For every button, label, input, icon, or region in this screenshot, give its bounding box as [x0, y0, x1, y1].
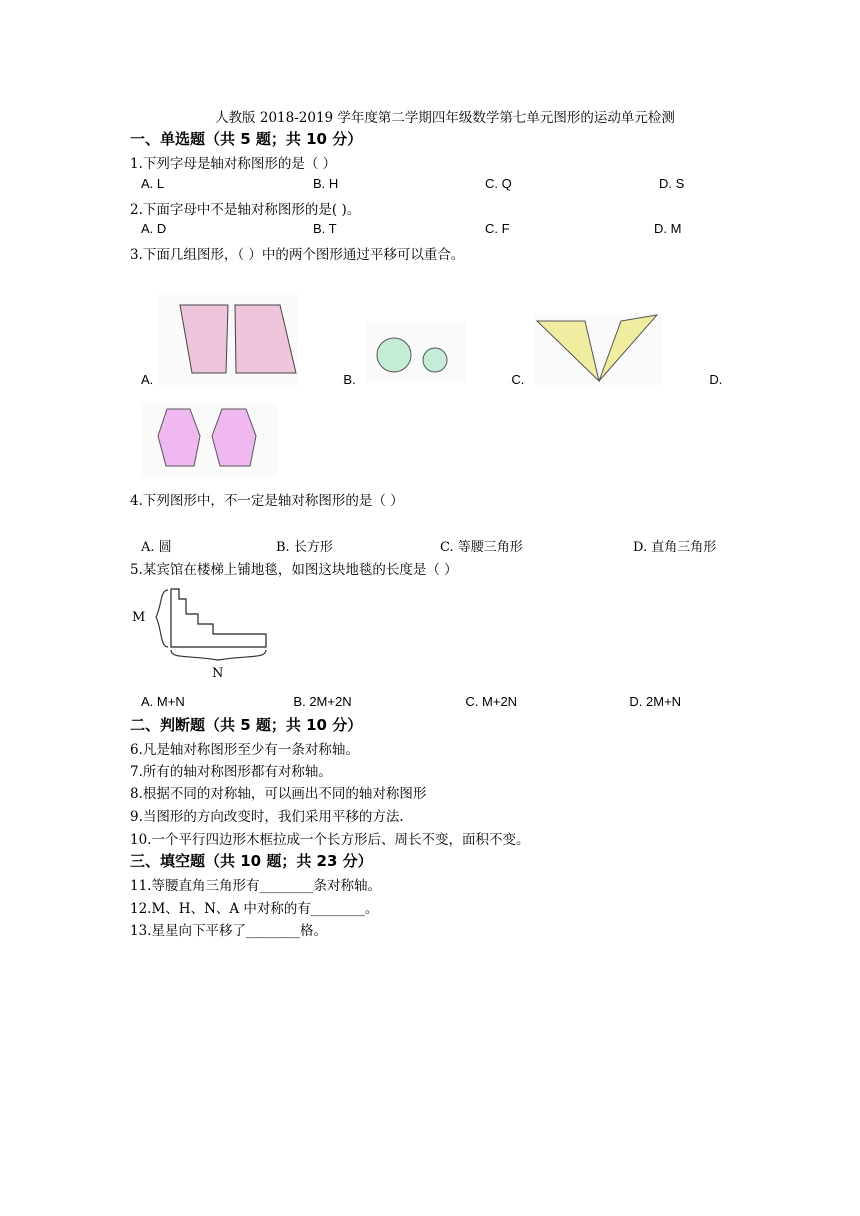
- q1-option-a[interactable]: A. L: [141, 176, 165, 191]
- label-n: N: [212, 666, 224, 681]
- q3-option-d[interactable]: ▫D.: [708, 372, 723, 387]
- question-4: 4.下列图形中，不一定是轴对称图形的是（ ）: [130, 493, 404, 509]
- q2-option-a[interactable]: A. D: [141, 221, 167, 236]
- q5-option-b[interactable]: ▫B. 2M+2N: [292, 694, 352, 709]
- q1-option-d[interactable]: D. S: [659, 176, 685, 191]
- question-2: 2.下面字母中不是轴对称图形的是( )。: [130, 202, 361, 218]
- q3-option-b[interactable]: ▫B.: [342, 372, 356, 387]
- question-10: 10.一个平行四边形木框拉成一个长方形后、周长不变，面积不变。: [130, 832, 530, 848]
- question-3: 3.下面几组图形，（ ）中的两个图形通过平移可以重合。: [130, 247, 465, 263]
- q2-option-c[interactable]: C. F: [485, 221, 510, 236]
- q3-figure-b-circles: [366, 323, 466, 383]
- section-true-false: 二、判断题（共 5 题；共 10 分）: [130, 716, 363, 734]
- q3-figure-a-trapezoids: [158, 293, 298, 385]
- question-9: 9.当图形的方向改变时，我们采用平移的方法.: [130, 809, 404, 825]
- q1-option-b[interactable]: B. H: [313, 176, 339, 191]
- question-1: 1.下列字母是轴对称图形的是（ ）: [130, 156, 337, 172]
- question-5: 5.某宾馆在楼梯上铺地毯，如图这块地毯的长度是（ ）: [130, 562, 458, 578]
- q3-figure-c-triangles: [535, 313, 663, 385]
- q4-option-b[interactable]: B. 长方形: [276, 540, 333, 555]
- q5-option-c[interactable]: ▫C. M+2N: [464, 694, 518, 709]
- n-brace: [171, 650, 266, 660]
- q3-option-a[interactable]: A.: [141, 372, 154, 387]
- section-fill-blank: 三、填空题（共 10 题；共 23 分）: [130, 852, 373, 870]
- q2-option-d[interactable]: D. M: [654, 221, 682, 236]
- question-7: 7.所有的轴对称图形都有对称轴。: [130, 764, 332, 780]
- q2-option-b[interactable]: B. T: [313, 221, 337, 236]
- q3-figure-d-hexagons: [142, 404, 278, 476]
- section-single-choice: 一、单选题（共 5 题；共 10 分）: [130, 130, 363, 148]
- q5-option-d[interactable]: ▫D. 2M+N: [628, 694, 682, 709]
- question-8: 8.根据不同的对称轴，可以画出不同的轴对称图形: [130, 786, 427, 802]
- q4-option-d[interactable]: D. 直角三角形: [633, 540, 717, 555]
- question-13: 13.星星向下平移了________格。: [130, 923, 327, 939]
- question-6: 6.凡是轴对称图形至少有一条对称轴。: [130, 742, 359, 758]
- m-brace: [156, 590, 168, 647]
- q4-option-c[interactable]: C. 等腰三角形: [440, 540, 523, 555]
- q3-option-c[interactable]: ▫C.: [510, 372, 525, 387]
- staircase-outline: [171, 589, 266, 647]
- q5-staircase-figure: [128, 587, 273, 685]
- q1-option-c[interactable]: C. Q: [485, 176, 512, 191]
- violet-hexagon-right: [212, 409, 256, 466]
- question-11: 11.等腰直角三角形有________条对称轴。: [130, 878, 381, 894]
- q5-option-a[interactable]: A. M+N: [141, 694, 185, 709]
- label-m: M: [132, 610, 146, 625]
- document-title: 人教版 2018-2019 学年度第二学期四年级数学第七单元图形的运动单元检测: [215, 110, 675, 126]
- question-12: 12.M、H、N、A 中对称的有________。: [130, 901, 379, 917]
- q4-option-a[interactable]: A. 圆: [141, 540, 172, 555]
- green-circle-small: [423, 348, 447, 372]
- green-circle-large: [377, 338, 411, 372]
